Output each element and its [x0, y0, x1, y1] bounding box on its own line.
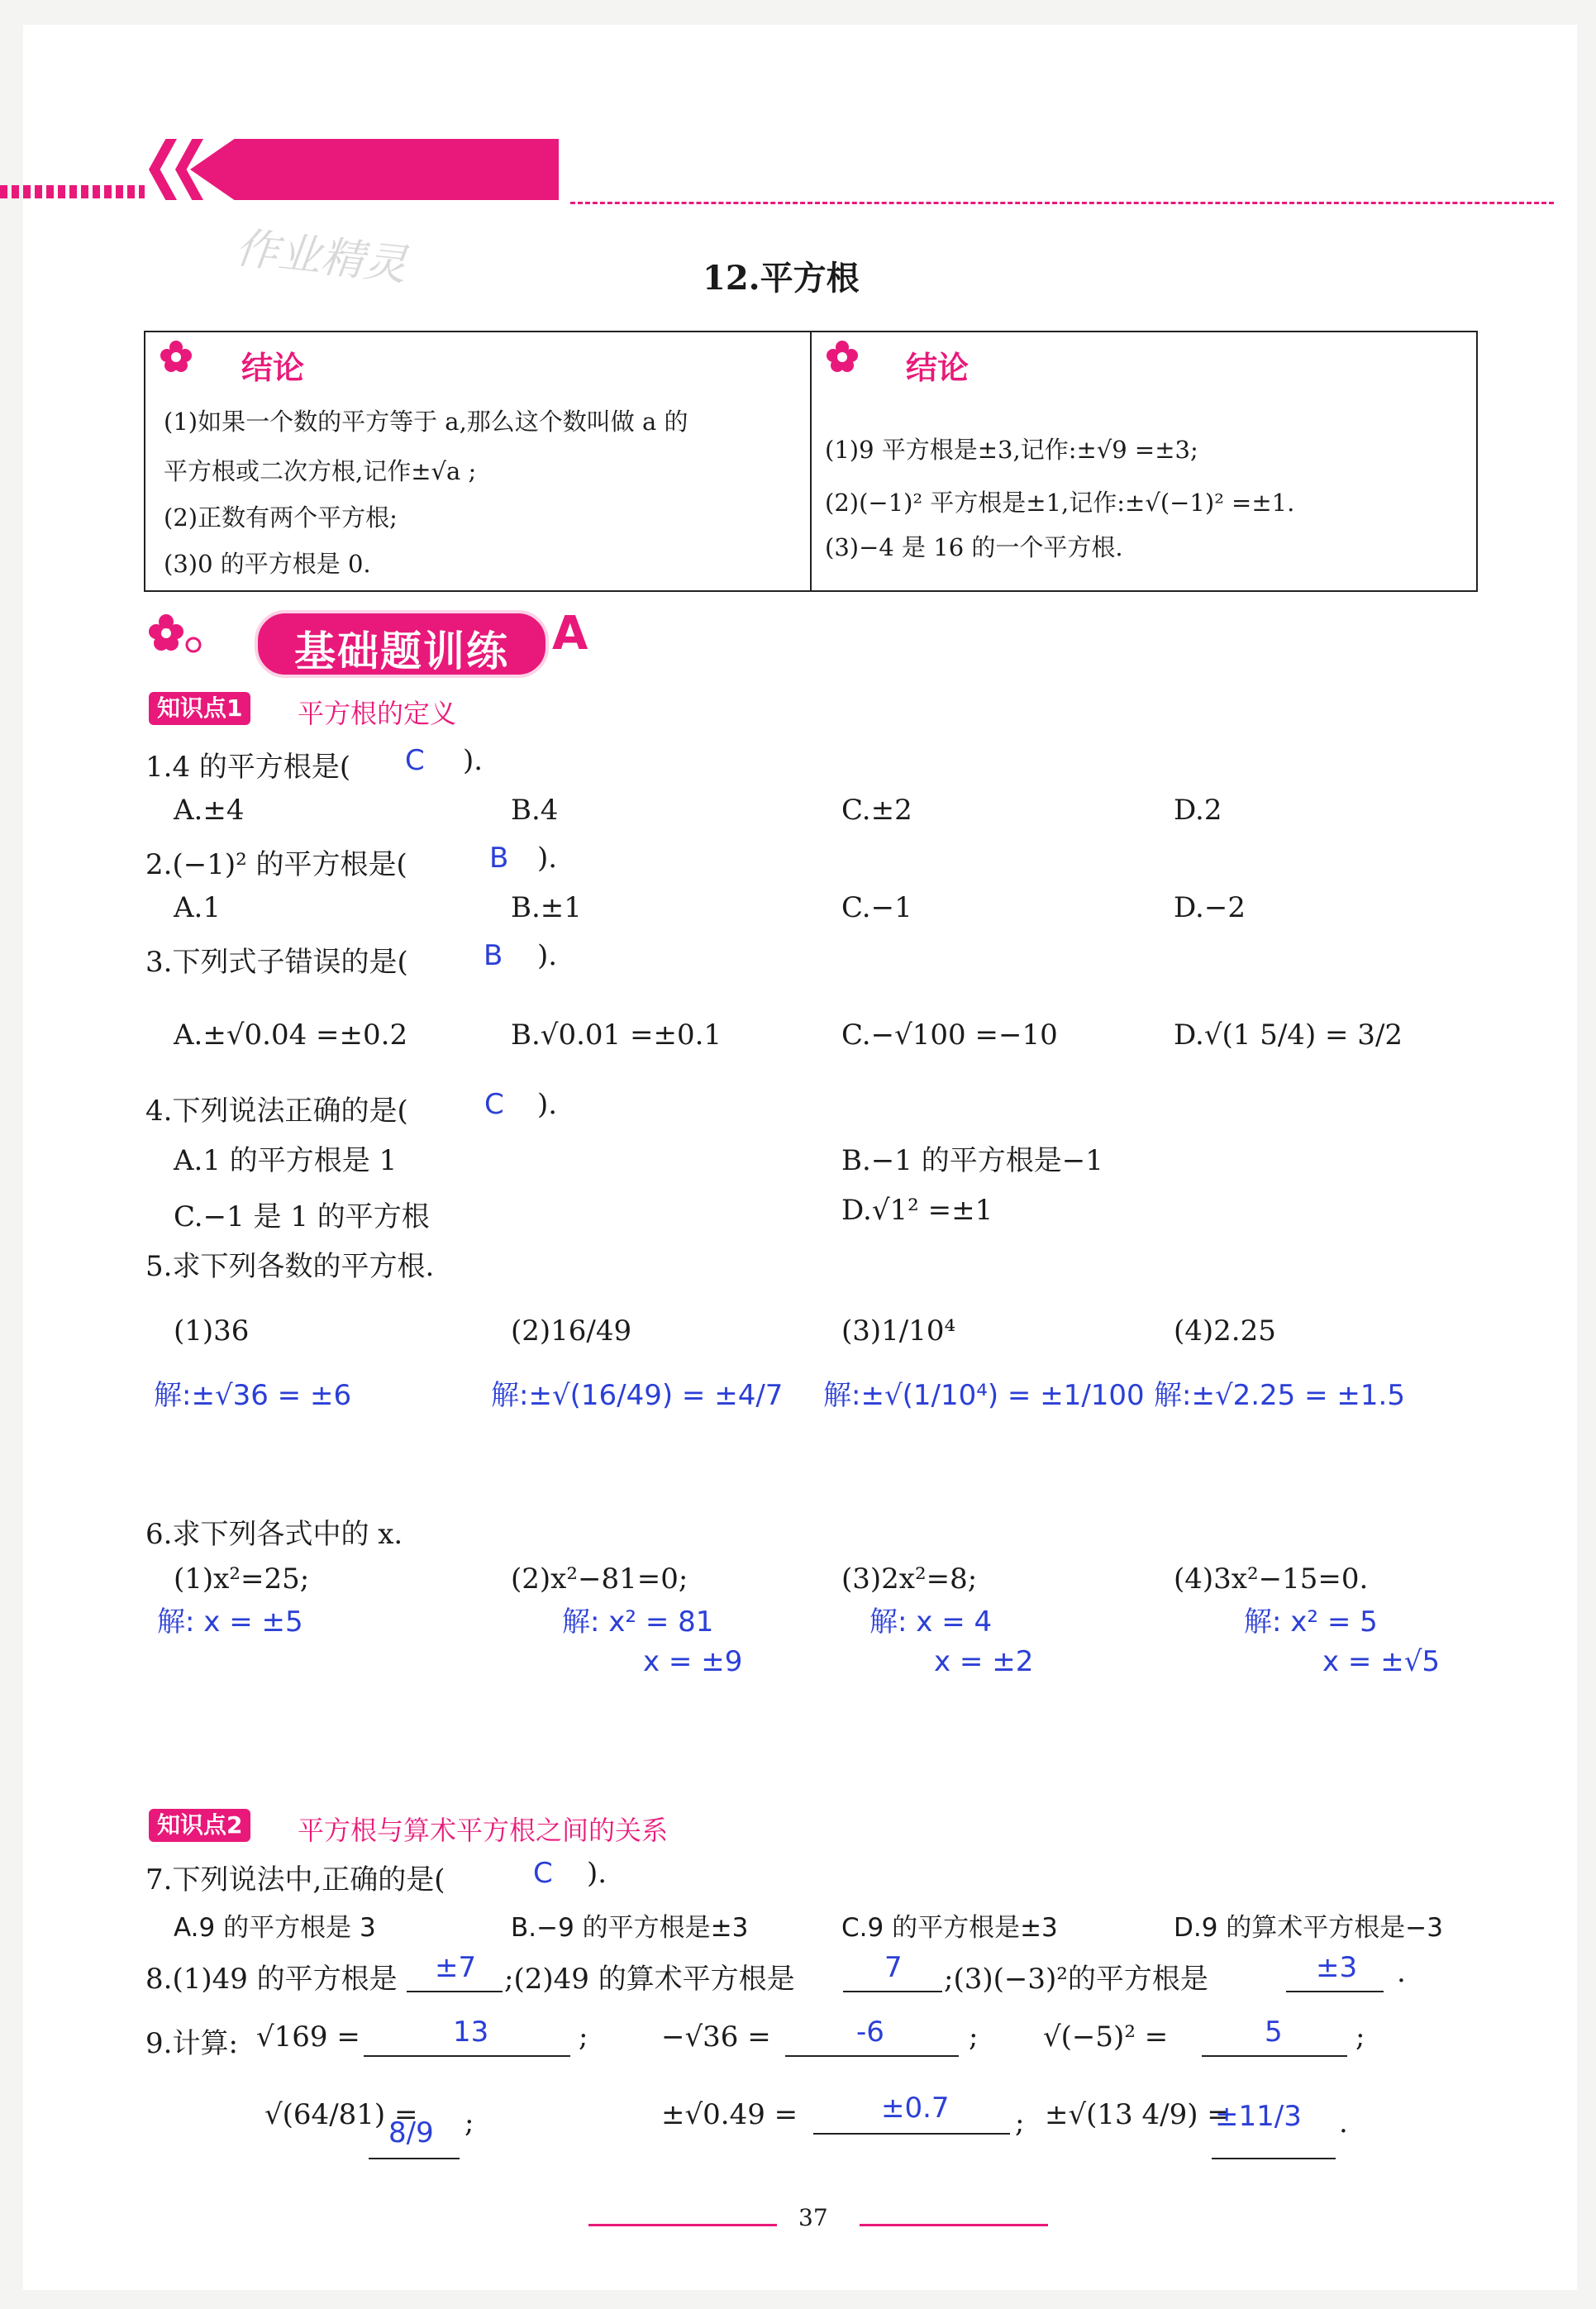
option: C.−1 是 1 的平方根	[174, 1200, 430, 1233]
q9-answer: ±11/3	[1215, 2100, 1302, 2133]
q6-solution: 解: x² = 5	[1244, 1605, 1378, 1639]
question-2-answer: B	[489, 842, 509, 875]
conclusion-left-line: (3)0 的平方根是 0.	[164, 550, 371, 578]
question-5-stem: 5.求下列各数的平方根.	[145, 1250, 435, 1283]
q6-solution: x = ±2	[934, 1645, 1034, 1678]
q5-answer: 解:±√36 = ±6	[154, 1379, 352, 1412]
q6-solution: 解: x = 4	[869, 1605, 993, 1639]
answer-blank	[1202, 2055, 1347, 2057]
q9-answer: ±0.7	[881, 2092, 950, 2125]
option: B.−9 的平方根是±3	[511, 1913, 749, 1943]
conclusion-left-line: (2)正数有两个平方根;	[164, 503, 398, 532]
question-4-close: ).	[537, 1088, 558, 1121]
knowledge-title: 平方根的定义	[298, 698, 457, 729]
option: D.−2	[1174, 891, 1246, 924]
answer-blank	[843, 1991, 942, 1992]
option: B.4	[511, 794, 559, 827]
option: C.−√100 =−10	[841, 1019, 1058, 1052]
question-4-stem: 4.下列说法正确的是(	[145, 1095, 408, 1128]
q6-solution: 解: x² = 81	[562, 1605, 714, 1639]
conclusion-heading-right: 结论	[906, 350, 970, 386]
question-2-stem: 2.(−1)² 的平方根是(	[145, 848, 407, 881]
table-divider	[810, 332, 812, 590]
q6-solution: 解: x = ±5	[157, 1605, 303, 1639]
option: A.9 的平方根是 3	[174, 1913, 376, 1943]
option: A.±√0.04 =±0.2	[174, 1019, 408, 1052]
question-3-answer: B	[484, 939, 503, 972]
page-title: 12.平方根	[703, 259, 860, 298]
conclusion-heading-left: 结论	[241, 350, 305, 386]
answer-blank	[785, 2055, 959, 2057]
q6-solution: x = ±9	[643, 1645, 743, 1678]
question-8-part2: ;(2)49 的算术平方根是	[504, 1963, 795, 1996]
option: D.√(1 5/4) = 3/2	[1174, 1019, 1403, 1052]
q6-item: (4)3x²−15=0.	[1174, 1562, 1369, 1596]
q9-answer: 13	[453, 2016, 489, 2049]
option: D.2	[1174, 794, 1222, 827]
option: B.√0.01 =±0.1	[511, 1019, 722, 1052]
question-7-answer: C	[533, 1857, 553, 1890]
flower-icon	[823, 337, 861, 375]
section-banner-text: 基础题训练	[294, 627, 509, 675]
section-level: A	[552, 607, 588, 661]
q9-answer: 5	[1265, 2016, 1283, 2049]
q5-item: (2)16/49	[511, 1314, 632, 1348]
conclusion-left-line: (1)如果一个数的平方等于 a,那么这个数叫做 a 的	[164, 408, 688, 436]
question-7-stem: 7.下列说法中,正确的是(	[145, 1863, 445, 1896]
flower-icon	[145, 610, 203, 660]
separator: ;	[465, 2106, 474, 2140]
q5-item: (4)2.25	[1174, 1314, 1276, 1348]
question-1-close: ).	[463, 744, 484, 777]
question-6-stem: 6.求下列各式中的 x.	[145, 1518, 403, 1551]
answer-blank	[1286, 1991, 1384, 1992]
separator: ;	[1355, 2020, 1365, 2054]
option: A.1 的平方根是 1	[174, 1144, 398, 1177]
question-3-close: ).	[537, 939, 558, 972]
answer-blank	[369, 2158, 460, 2159]
question-1-answer: C	[405, 744, 425, 777]
q6-item: (1)x²=25;	[174, 1562, 310, 1596]
question-8-end: .	[1397, 1956, 1406, 1989]
separator: ;	[1015, 2106, 1025, 2140]
q9-expression: √(64/81) =	[264, 2098, 418, 2131]
page-number: 37	[798, 2204, 828, 2231]
option: A.±4	[174, 794, 245, 827]
header-bar	[190, 139, 559, 200]
footer-divider	[860, 2224, 1048, 2226]
q5-answer: 解:±√(16/49) = ±4/7	[491, 1379, 784, 1412]
footer-divider	[588, 2224, 777, 2226]
question-9-label: 9.计算:	[145, 2027, 238, 2060]
watermark: 作业精灵	[232, 223, 410, 291]
question-9-end: .	[1339, 2106, 1348, 2140]
answer-blank	[813, 2133, 1010, 2135]
question-8-part1: 8.(1)49 的平方根是	[145, 1963, 398, 1996]
section-banner	[255, 610, 549, 678]
answer-blank	[1212, 2158, 1336, 2159]
q8-answer-1: ±7	[435, 1951, 477, 1984]
q9-expression: √169 =	[256, 2020, 360, 2054]
q6-item: (3)2x²=8;	[841, 1562, 978, 1596]
q8-answer-2: 7	[884, 1951, 903, 1984]
question-2-close: ).	[537, 842, 558, 875]
q6-item: (2)x²−81=0;	[511, 1562, 688, 1596]
q9-expression: ±√0.49 =	[661, 2098, 798, 2131]
conclusion-right-line: (2)(−1)² 平方根是±1,记作:±√(−1)² =±1.	[825, 489, 1295, 517]
question-7-close: ).	[587, 1857, 607, 1890]
conclusion-left-line: 平方根或二次方根,记作±√a ;	[164, 457, 477, 485]
answer-blank	[407, 1991, 503, 1992]
q9-answer: 8/9	[388, 2116, 434, 2149]
separator: ;	[579, 2020, 588, 2054]
knowledge-tag: 知识点2	[149, 1809, 250, 1842]
option: C.±2	[841, 794, 912, 827]
q5-item: (3)1/10⁴	[841, 1314, 956, 1348]
q9-expression: ±√(13 4/9) =	[1045, 2098, 1231, 2131]
knowledge-tag: 知识点1	[149, 692, 250, 725]
q6-solution: x = ±√5	[1322, 1645, 1441, 1678]
conclusion-right-line: (3)−4 是 16 的一个平方根.	[825, 533, 1123, 561]
option: C.−1	[841, 891, 912, 924]
option: A.1	[174, 891, 221, 924]
q9-expression: √(−5)² =	[1043, 2020, 1169, 2054]
q9-expression: −√36 =	[661, 2020, 771, 2054]
header-divider	[570, 202, 1554, 204]
q5-item: (1)36	[174, 1314, 250, 1348]
q9-answer: -6	[856, 2016, 884, 2049]
separator: ;	[969, 2020, 979, 2054]
flower-icon	[157, 337, 195, 375]
q5-answer: 解:±√(1/10⁴) = ±1/100	[823, 1379, 1145, 1412]
option: C.9 的平方根是±3	[841, 1913, 1058, 1943]
question-3-stem: 3.下列式子错误的是(	[145, 946, 408, 979]
header-stripes	[0, 185, 145, 198]
option: D.9 的算术平方根是−3	[1174, 1913, 1443, 1943]
question-4-answer: C	[484, 1088, 504, 1121]
question-8-part3: ;(3)(−3)²的平方根是	[944, 1963, 1208, 1996]
option: B.±1	[511, 891, 582, 924]
knowledge-title: 平方根与算术平方根之间的关系	[298, 1815, 669, 1846]
conclusion-right-line: (1)9 平方根是±3,记作:±√9 =±3;	[825, 436, 1198, 464]
question-1-stem: 1.4 的平方根是(	[145, 751, 351, 784]
answer-blank	[364, 2055, 570, 2057]
q8-answer-3: ±3	[1316, 1951, 1358, 1984]
option: B.−1 的平方根是−1	[841, 1144, 1103, 1177]
q5-answer: 解:±√2.25 = ±1.5	[1154, 1379, 1405, 1412]
option: D.√1² =±1	[841, 1194, 993, 1227]
